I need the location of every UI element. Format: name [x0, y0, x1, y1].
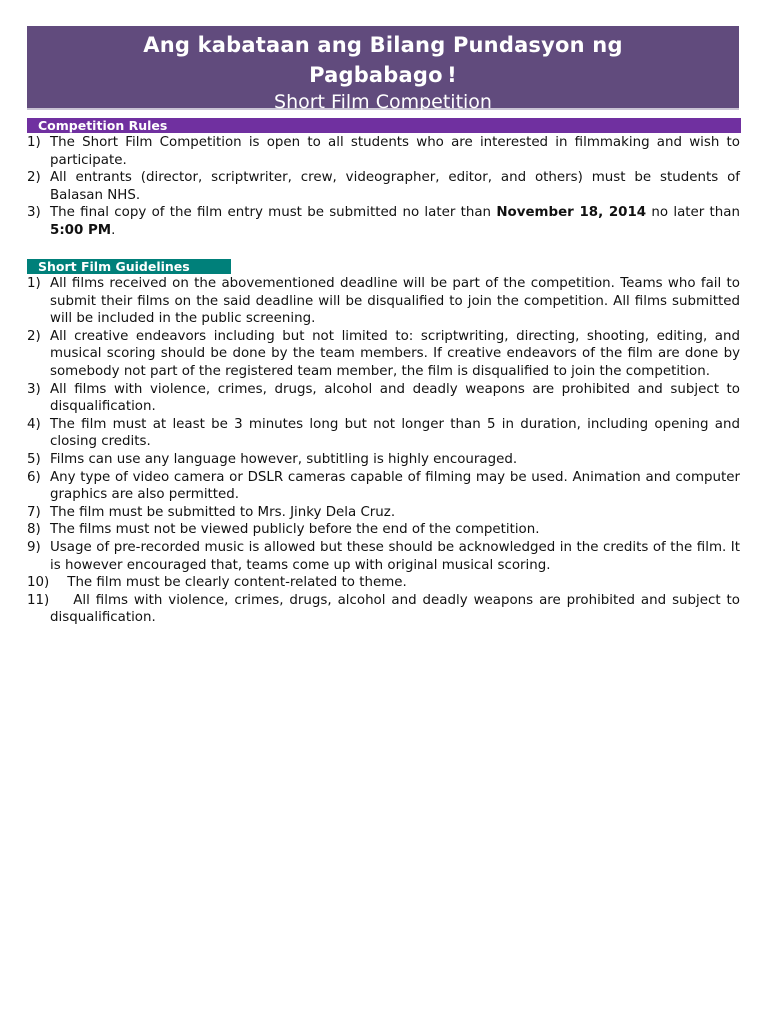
deadline-date: November 18, 2014: [496, 205, 647, 221]
short-film-guidelines-heading: Short Film Guidelines: [27, 259, 231, 274]
item-number: 9): [27, 539, 41, 555]
list-item: [27, 204, 740, 239]
item-number: 5): [27, 451, 41, 467]
competition-rules-list: [27, 134, 740, 240]
item-number: 7): [27, 504, 41, 520]
item-text: The film must at least be 3 minutes long but not longer than 5 in duration, including opening and closing credits.: [50, 416, 740, 450]
item-text: The film must be clearly content-related to theme.: [67, 575, 407, 591]
item-text: The film must be submitted to Mrs. Jinky Dela Cruz.: [50, 504, 396, 520]
list-item: [27, 328, 740, 381]
list-item: [27, 416, 740, 451]
item-text: All films with violence, crimes, drugs, alcohol and deadly weapons are prohibited and subject to disqualification.: [50, 592, 740, 626]
item-text: Usage of pre-recorded music is allowed but these should be acknowledged in the credits of the film. It is however encouraged that, teams come up with original musical scoring.: [50, 539, 740, 573]
item-number: 4): [27, 416, 41, 432]
item-number: 6): [27, 469, 41, 485]
item-text-mid: no later than: [646, 205, 740, 221]
item-number: 10): [27, 575, 50, 591]
title-banner: [27, 26, 739, 113]
list-item: [27, 539, 740, 574]
item-text: Films can use any language however, subtitling is highly encouraged.: [50, 451, 518, 467]
item-text: All entrants (director, scriptwriter, crew, videographer, editor, and others) must be students of Balasan NHS.: [50, 170, 740, 203]
list-item: [27, 574, 740, 592]
item-number: 11): [27, 592, 50, 608]
item-text-pre: The final copy of the film entry must be submitted no later than: [50, 205, 497, 221]
item-text: The Short Film Competition is open to all students who are interested in filmmaking and wish to participate.: [50, 135, 740, 168]
item-text: All creative endeavors including but not limited to: scriptwriting, directing, shooting, editing, and musical scoring should be done by the team members. If creative endeavors of the film are done by somebody not part of the registered team member, the film is disqualified to join the competition.: [50, 328, 740, 379]
list-item: [27, 381, 740, 416]
item-number: 8): [27, 522, 41, 538]
item-number: 2): [27, 328, 41, 344]
page-title: Ang kabataan ang Bilang Pundasyon ng Pagbabago !: [143, 33, 623, 87]
list-item: [27, 134, 740, 169]
item-text: All films with violence, crimes, drugs, alcohol and deadly weapons are prohibited and subject to disqualification.: [50, 381, 740, 415]
list-item: [27, 521, 740, 539]
item-number: 3): [27, 205, 41, 221]
list-item: [27, 169, 740, 204]
item-number: 2): [27, 170, 41, 186]
item-text-post: .: [111, 222, 116, 238]
item-text: Any type of video camera or DSLR cameras capable of filming may be used. Animation and computer graphics are also permitted.: [50, 469, 740, 503]
item-text: The films must not be viewed publicly before the end of the competition.: [50, 522, 540, 538]
list-item: [27, 592, 740, 627]
deadline-time: 5:00 PM: [50, 222, 112, 238]
item-text: All films received on the abovementioned deadline will be part of the competition. Teams who fail to submit their films on the said deadline will be disqualified to join the competition. All films submitted will be included in the public screening.: [50, 276, 740, 327]
list-item: [27, 504, 740, 522]
list-item: [27, 451, 740, 469]
competition-rules-heading: Competition Rules: [27, 118, 741, 133]
item-number: 3): [27, 381, 41, 397]
list-item: [27, 275, 740, 328]
short-film-guidelines-list: [27, 275, 740, 627]
page-subtitle: Short Film Competition: [274, 91, 492, 113]
list-item: [27, 469, 740, 504]
item-number: 1): [27, 135, 41, 150]
item-number: 1): [27, 276, 41, 291]
